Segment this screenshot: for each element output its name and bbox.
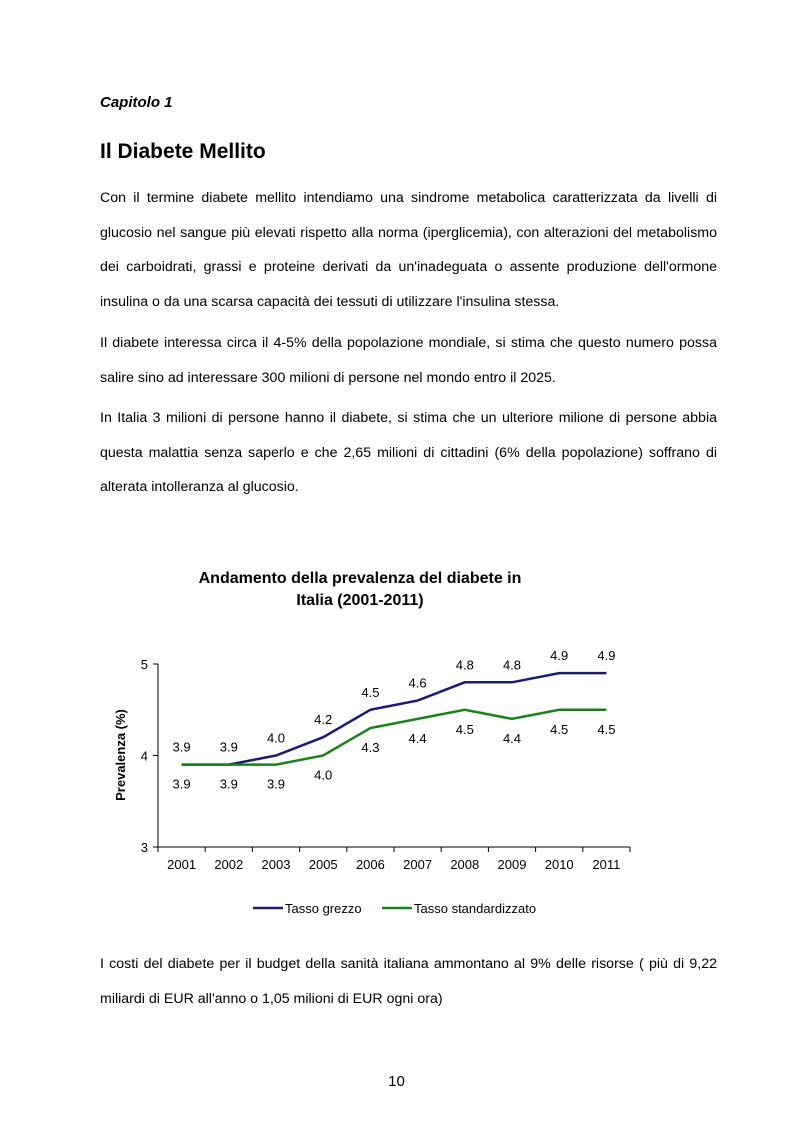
paragraph-definition: Con il termine diabete mellito intendiamo una sindrome metabolica caratterizzata da livelli di glucosio nel sangue più elevati rispetto alla norma (iperglicemia), con alterazioni del metabolismo dei carboidrati, grassi e proteine derivati da un'inadeguata o assente produzione dell'ormone insulina o da una scarsa capacità dei tessuti di utilizzare l'insulina stessa. (100, 190, 717, 310)
data-label-tasso-standardizzato: 4.5 (550, 721, 569, 737)
data-label-tasso-standardizzato: 3.9 (172, 776, 191, 792)
data-label-tasso-standardizzato: 3.9 (219, 776, 238, 792)
x-tick-label: 2001 (167, 857, 197, 872)
series-line-tasso-standardizzato (182, 710, 607, 765)
data-label-tasso-grezzo: 4.5 (361, 684, 380, 700)
data-label-tasso-standardizzato: 4.5 (455, 721, 474, 737)
legend-label-tasso-standardizzato: Tasso standardizzato (414, 901, 537, 916)
paragraph-costs: I costi del diabete per il budget della sanità italiana ammontano al 9% delle risorse ( più di 9,22 miliardi di EUR all'anno o 1,05 milioni di EUR ogni ora) (100, 956, 717, 1007)
data-label-tasso-grezzo: 4.9 (597, 648, 616, 664)
chart-title-line-2: Italia (2001-2011) (296, 592, 424, 609)
data-label-tasso-standardizzato: 4.4 (408, 730, 427, 746)
chart-title-line-1: Andamento della prevalenza del diabete in (198, 570, 522, 587)
data-label-tasso-grezzo: 3.9 (172, 739, 191, 755)
y-tick-label: 3 (140, 840, 148, 855)
x-tick-label: 2010 (544, 857, 574, 872)
x-tick-label: 2008 (450, 857, 480, 872)
page-title: Il Diabete Mellito (100, 140, 266, 163)
data-label-tasso-grezzo: 3.9 (219, 739, 238, 755)
paragraph-italy-prevalence: In Italia 3 milioni di persone hanno il diabete, si stima che un ulteriore milione di persone abbia questa malattia senza saperlo e che 2,65 milioni di cittadini (6% della popolazione) soffrano di alterata intolleranza al glucosio. (100, 410, 717, 495)
chapter-label: Capitolo 1 (100, 94, 173, 111)
data-label-tasso-standardizzato: 4.5 (597, 721, 616, 737)
x-tick-label: 2006 (355, 857, 385, 872)
x-tick-label: 2007 (403, 857, 433, 872)
data-label-tasso-standardizzato: 4.0 (314, 767, 333, 783)
data-label-tasso-grezzo: 4.6 (408, 675, 427, 691)
series-line-tasso-grezzo (182, 673, 607, 765)
legend-label-tasso-grezzo: Tasso grezzo (285, 901, 362, 916)
y-axis-label: Prevalenza (%) (113, 709, 128, 801)
prevalence-line-chart (95, 560, 655, 930)
data-label-tasso-standardizzato: 4.3 (361, 740, 380, 756)
x-tick-label: 2011 (592, 857, 621, 872)
data-label-tasso-standardizzato: 4.4 (502, 730, 522, 746)
page-number: 10 (388, 1073, 405, 1090)
data-label-tasso-grezzo: 4.0 (266, 730, 286, 746)
data-label-tasso-grezzo: 4.8 (455, 657, 474, 673)
paragraph-world-prevalence: Il diabete interessa circa il 4-5% della popolazione mondiale, si stima che questo numero possa salire sino ad interessare 300 milioni di persone nel mondo entro il 2025. (100, 335, 717, 386)
x-tick-label: 2002 (214, 857, 244, 872)
y-tick-label: 4 (140, 748, 148, 764)
data-label-tasso-grezzo: 4.8 (502, 657, 522, 673)
data-label-tasso-grezzo: 4.2 (314, 712, 333, 728)
x-tick-label: 2009 (497, 857, 527, 872)
x-tick-label: 2003 (261, 857, 291, 872)
data-label-tasso-standardizzato: 3.9 (266, 776, 286, 792)
data-label-tasso-grezzo: 4.9 (550, 648, 569, 664)
x-tick-label: 2005 (308, 857, 338, 872)
y-tick-label: 5 (140, 657, 148, 672)
